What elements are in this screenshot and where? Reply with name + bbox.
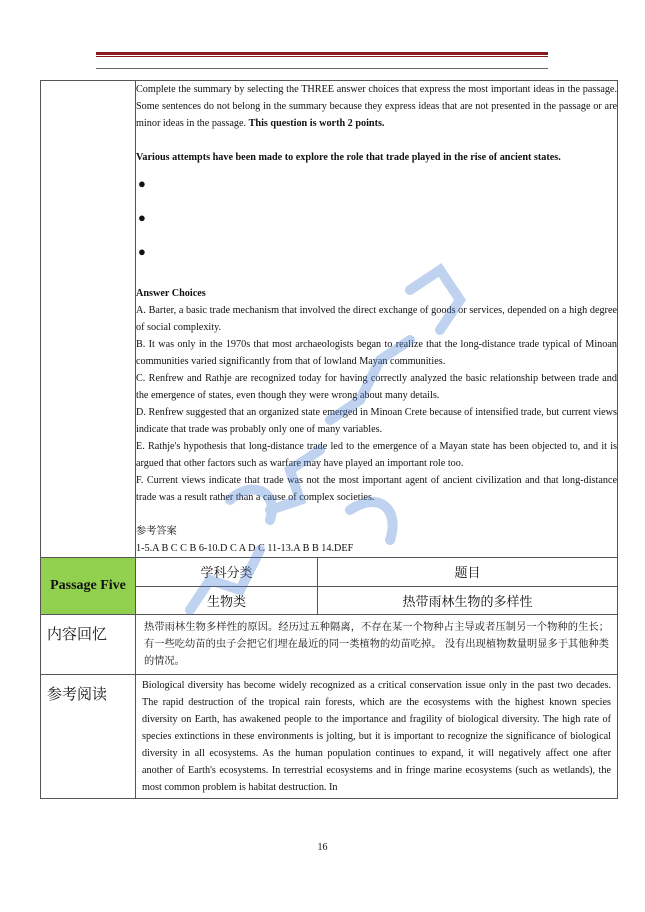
- summary-slot-3[interactable]: [136, 234, 617, 268]
- reference-answer-label: 参考答案: [136, 526, 177, 537]
- summary-intro: Various attempts have been made to explore the role that trade played in the rise of ancient states.: [136, 152, 561, 163]
- page-number: 16: [317, 842, 328, 853]
- question-row-label-cell: [41, 81, 136, 558]
- answer-choice-c[interactable]: C. Renfrew and Rathje are recognized today for having correctly analyzed the basic relationship between trade and the emergence of states, even though they were wrong about many details.: [136, 373, 617, 401]
- instructions: [136, 81, 617, 132]
- subject-header: 学科分类: [136, 558, 318, 587]
- summary-slot-2[interactable]: [136, 200, 617, 234]
- passage-label: Passage Five: [41, 558, 136, 615]
- topic-header: 题目: [318, 558, 618, 587]
- header-rule-thick: [96, 52, 548, 55]
- instructions-text: Complete the summary by selecting the THREE answer choices that express the most important ideas in the passage. Some sentences do not belong in the summary because they express ideas that are not presented in the passage or are minor ideas in the passage.: [136, 84, 617, 129]
- bullet-icon: ●: [138, 210, 146, 225]
- bullet-icon: ●: [138, 176, 146, 191]
- bullet-icon: ●: [138, 244, 146, 259]
- passage-header-row: [41, 558, 618, 587]
- points-note: This question is worth 2 points.: [248, 118, 385, 129]
- answer-choice-e[interactable]: E. Rathje's hypothesis that long-distance trade led to the emergence of a Mayan state has been objected to, and it is argued that other factors such as warfare may have played an important role too.: [136, 441, 617, 469]
- summary-slot-1[interactable]: [136, 166, 617, 200]
- answer-choices-title: Answer Choices: [136, 288, 206, 299]
- answer-choice-d[interactable]: D. Renfrew suggested that an organized state emerged in Minoan Crete because of intensified trade, but current views indicate that trade was probably only one of many variables.: [136, 407, 617, 435]
- header-rule-thin: [96, 56, 548, 57]
- answer-choice-b[interactable]: B. It was only in the 1970s that most archaeologists began to realize that the long-distance trade typical of Minoan communities varied significantly from that of lowland Mayan communities.: [136, 339, 617, 367]
- reference-answers: 1-5.A B C C B 6-10.D C A D C 11-13.A B B 14.DEF: [136, 543, 354, 554]
- reading-text: Biological diversity has become widely recognized as a critical conservation issue only in the past two decades. The rapid destruction of the tropical rain forests, which are the ecosystems with the highest known species diversity on Earth, has awakened people to the importance and fragility of biological diversity. The high rate of species extinctions in these environments is jolting, but it is important to recognize the significance of biological diversity in all ecosystems. As the human population continues to expand, it will negatively affect one after another of Earth's ecosystems. In terrestrial ecosystems and in fringe marine ecosystems (such as wetlands), the most common problem is habitat destruction. In: [136, 675, 618, 799]
- header-rule-grey: [96, 68, 548, 69]
- topic-value: 热带雨林生物的多样性: [318, 586, 618, 615]
- recall-row: [41, 615, 618, 675]
- question-row: [41, 81, 618, 558]
- question-cell: [136, 81, 618, 558]
- reading-label: 参考阅读: [41, 675, 136, 799]
- subject-value: 生物类: [136, 586, 318, 615]
- recall-label: 内容回忆: [41, 615, 136, 675]
- answer-choice-a[interactable]: A. Barter, a basic trade mechanism that involved the direct exchange of goods or services, depended on a high degree of social complexity.: [136, 305, 617, 333]
- recall-text: 热带雨林生物多样性的原因。经历过五种隔离，不存在某一个物种占主导或者压制另一个物种的生长； 有一些吃幼苗的虫子会把它们埋在最近的同一类植物的幼苗吃掉。 没有出现植物数量明显多于其他种类的情况。: [136, 615, 618, 675]
- content-table: [40, 80, 618, 799]
- answer-choice-f[interactable]: F. Current views indicate that trade was not the most important agent of ancient civilization and that long-distance trade was a result rather than a cause of complex societies.: [136, 475, 617, 503]
- reading-row: [41, 675, 618, 799]
